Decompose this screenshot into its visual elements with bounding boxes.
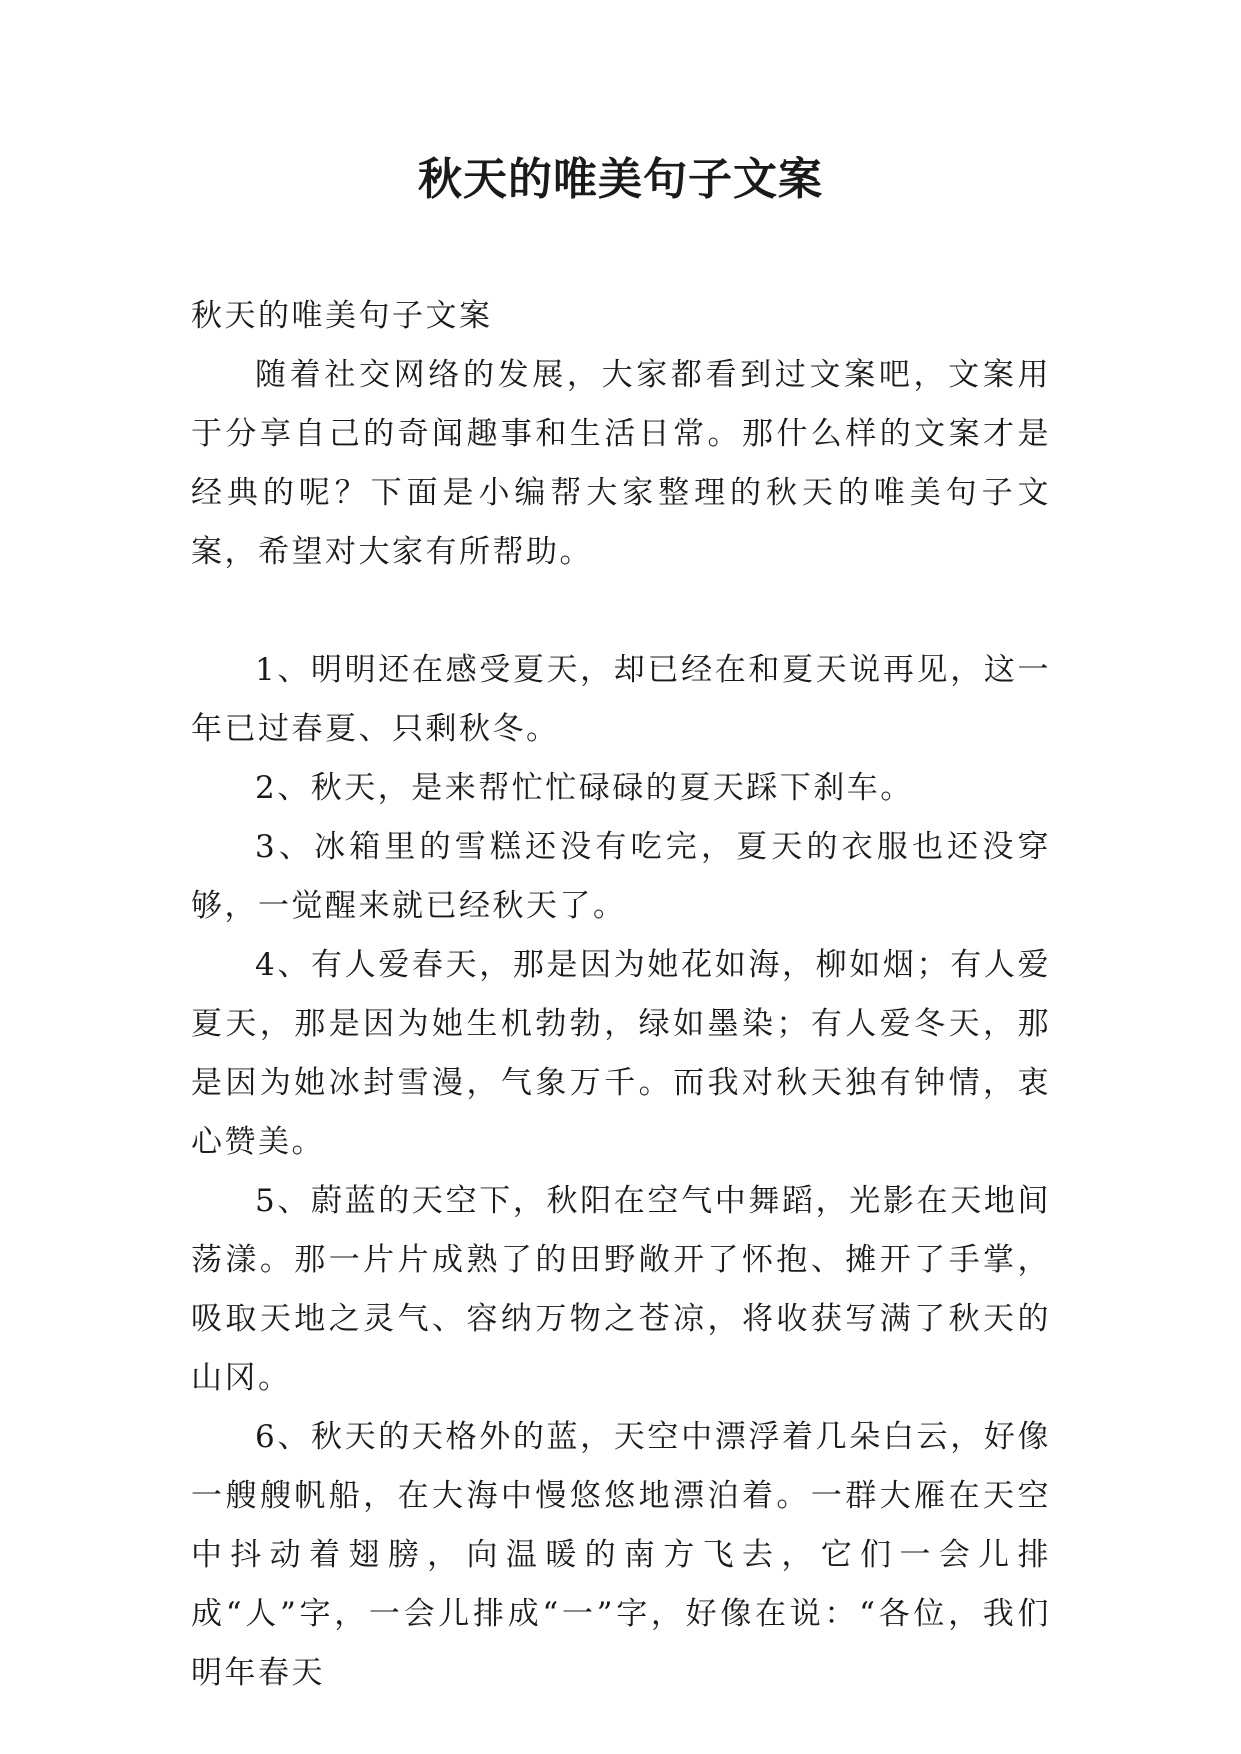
document-subtitle: 秋天的唯美句子文案	[191, 298, 493, 334]
list-item: 4、有人爱春天，那是因为她花如海，柳如烟；有人爱夏天，那是因为她生机勃勃，绿如墨染；有人爱冬天，那是因为她冰封雪漫，气象万千。而我对秋天独有钟情，衷心赞美。	[191, 947, 1051, 1160]
list-item: 5、蔚蓝的天空下，秋阳在空气中舞蹈，光影在天地间荡漾。那一片片成熟了的田野敞开了怀抱、摊开了手掌，吸取天地之灵气、容纳万物之苍凉，将收获写满了秋天的山冈。	[191, 1183, 1051, 1396]
list-item: 1、明明还在感受夏天，却已经在和夏天说再见，这一年已过春夏、只剩秋冬。	[191, 652, 1051, 747]
intro-paragraph: 随着社交网络的发展，大家都看到过文案吧，文案用于分享自己的奇闻趣事和生活日常。那什么样的文案才是经典的呢？下面是小编帮大家整理的秋天的唯美句子文案，希望对大家有所帮助。	[191, 357, 1051, 570]
document-title: 秋天的唯美句子文案	[418, 154, 823, 205]
list-item: 3、冰箱里的雪糕还没有吃完，夏天的衣服也还没穿够，一觉醒来就已经秋天了。	[191, 829, 1051, 924]
paragraph-spacer	[191, 582, 1051, 641]
list-item: 2、秋天，是来帮忙忙碌碌的夏天踩下刹车。	[255, 770, 914, 806]
list-item: 6、秋天的天格外的蓝，天空中漂浮着几朵白云，好像一艘艘帆船，在大海中慢悠悠地漂泊着。一群大雁在天空中抖动着翅膀，向温暖的南方飞去，它们一会儿排成“人”字，一会儿排成“一”字，好像在说：“各位，我们明年春天	[191, 1419, 1051, 1691]
document-body	[191, 287, 1051, 1703]
